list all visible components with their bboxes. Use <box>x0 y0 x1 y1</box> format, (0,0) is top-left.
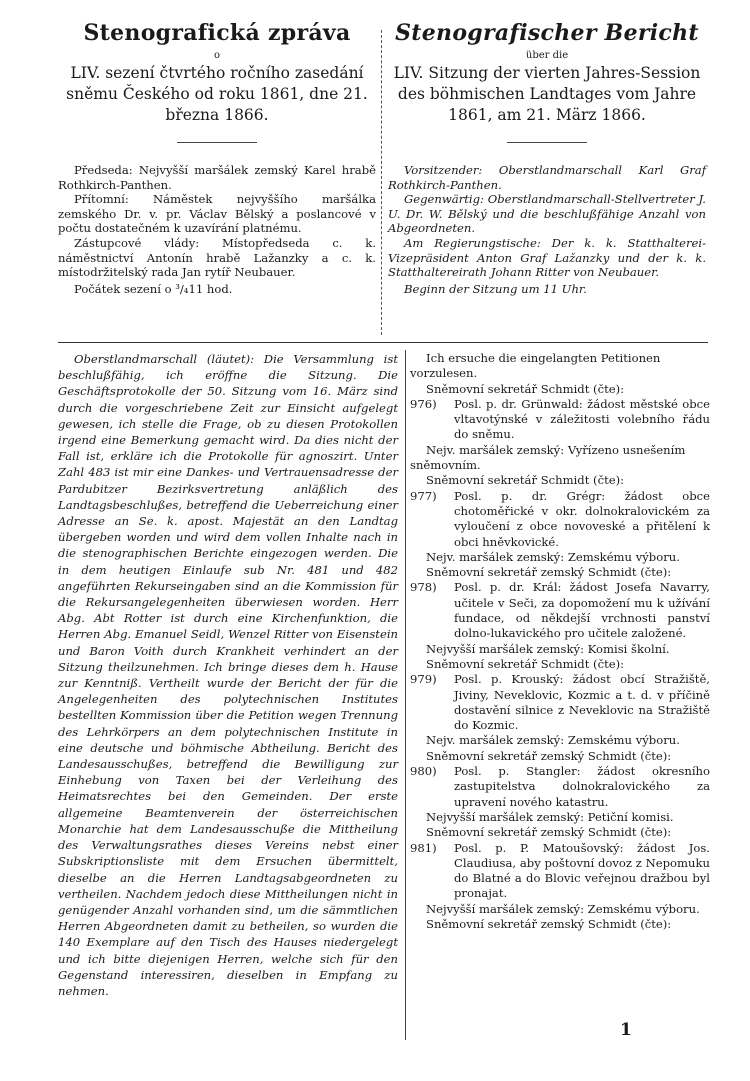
petition-text: Posl. p. Krouský: žádost obcí Stražiště, Jiviny, Neveklovic, Kozmic a t. d. v příčině dostavění silnice z Neveklovic na Stražiště do Kozmic. <box>454 672 710 733</box>
czech-start: Počátek sezení o ³/₄11 hod. <box>74 281 233 296</box>
marshal-reply: Nejvyšší maršálek zemský: Komisi školní. <box>426 641 670 656</box>
german-chair: Vorsitzender: Oberstlandmarschall Karl Graf Rothkirch-Panthen. <box>388 163 706 192</box>
petition-number: 979) <box>410 672 437 687</box>
czech-subtitle: LIV. sezení čtvrtého ročního zasedání sněmu Českého od roku 1861, dne 21. března 1866. <box>66 64 368 124</box>
marshal-reply: Nejvyšší maršálek zemský: Zemskému výboru. <box>426 901 700 916</box>
german-present: Gegenwärtig: Oberstlandmarschall-Stellvertreter J. U. Dr. W. Bělský und die beschlußfähige Anzahl von Abgeordneten. <box>388 192 706 236</box>
german-header <box>388 0 706 296</box>
petitions-intro: Ich ersuche die eingelangten Petitionen vorzulesen. <box>410 351 661 381</box>
petition-item <box>410 657 710 749</box>
czech-header <box>58 0 376 296</box>
marshal-reply: Nejvyšší maršálek zemský: Petiční komisi. <box>426 809 674 824</box>
speaker-line: Sněmovní sekretář Schmidt (čte): <box>426 381 625 396</box>
petitions-list <box>410 351 710 932</box>
petition-item <box>410 382 710 474</box>
page-number: 1 <box>620 1020 632 1040</box>
petition-item <box>410 749 710 825</box>
petition-text: Posl. p. dr. Grünwald: žádost městské obce vltavotýnské v záležitosti volebního řádu do sněmu. <box>454 396 710 442</box>
german-ueber: über die <box>525 50 569 61</box>
speaker-line: Sněmovní sekretář zemský Schmidt (čte): <box>426 748 672 763</box>
petition-number: 976) <box>410 396 437 411</box>
body-divider <box>405 350 406 1040</box>
german-title: Stenografischer Bericht <box>395 20 699 46</box>
speaker-line: Sněmovní sekretář zemský Schmidt (čte): <box>426 825 672 840</box>
czech-chair: Předseda: Nejvyšší maršálek zemský Karel hrabě Rothkirch-Panthen. <box>58 163 376 192</box>
petition-entry <box>410 489 710 550</box>
speaker-line: Sněmovní sekretář Schmidt (čte): <box>426 473 625 488</box>
german-meta <box>388 163 706 296</box>
german-start: Beginn der Sitzung um 11 Uhr. <box>404 281 587 296</box>
petition-text: Posl. p. Stangler: žádost okresního zastupitelstva dolnokralovického za upravení nového katastru. <box>454 764 710 809</box>
petition-number: 977) <box>410 488 437 503</box>
czech-government: Zástupcové vlády: Místopředseda c. k. náměstnictví Antonín hrabě Lažanzky a c. k. místodržitelský rada Jan rytíř Neubauer. <box>58 235 376 280</box>
header-divider <box>381 30 382 335</box>
petition-text: Posl. p. dr. Král: žádost Josefa Navarry, učitele v Seči, za dopomožení mu k užívání fundace, od někdejší vrchnosti panství dolno-lukavického pro učitele založené. <box>454 580 710 641</box>
german-government: Am Regierungstische: Der k. k. Statthalterei-Vizepräsident Anton Graf Lažanzky und der k. k. Statthaltereirath Johann Ritter von Neubauer. <box>388 235 706 280</box>
petition-entry <box>410 764 710 810</box>
petition-number: 981) <box>410 840 437 855</box>
german-body-text: Oberstlandmarschall (läutet): Die Versammlung ist beschlußfähig, ich eröffne die Sitzung. Die Geschäftsprotokolle der 50. Sitzung vom 16. März sind durch die vorgeschriebene Zeit zur Einsicht aufgelegt gewesen, ich stelle die Frage, ob zu diesen Protokollen irgend eine Bemerkung gemacht wird. Da dies nicht der Fall ist, erkläre ich die Protokolle für agnoszirt. Unter Zahl 483 ist mir eine Dankes- und Vertrauensadresse der Pardubitzer Bezirksvertretung anläßlich des Landtagsbeschlußes, betreffend die Ueberreichung einer Adresse an Se. k. apost. Majestät an den Landtag übergeben worden und wird dem vollen Inhalte nach in die stenographischen Berichte eingezogen werden. Die in dem heutigen Einlaufe sub Nr. 481 und 482 angeführten Rekurseingaben sind an die Kommission für die Rekursangelegenheiten überwiesen worden. Herr Abg. Abt Rotter ist durch eine Kirchenfunktion, die Herren Abg. Emanuel Seidl, Wenzel Ritter von Eisenstein und Baron Voith durch Krankheit verhindert an der Sitzung theilzunehmen. Ich bringe dieses dem h. Hause zur Kenntniß. Vertheilt wurde der Bericht der für die Angelegenheiten des polytechnischen Institutes bestellten Kommission über die Petition wegen Trennung des Lehrkörpers an dem polytechnischen Institute in eine deutsche und böhmische Abtheilung. Bericht des Landesausschußes, betreffend die Bewilligung zur Einhebung von Taxen bei der Verleihung des Heimatsrechtes bei den Gemeinden. Der erste allgemeine Beamtenverein der österreichischen Monarchie hat dem Landesausschuße die Mittheilung des Verwaltungsrathes dieses Vereins nebst einer Subskriptionsliste mit dem Ersuchen übermittelt, dieselbe an die Herren Landtagsabgeordneten zu vertheilen. Nachdem jedoch diese Mittheilungen nicht in genügender Anzahl vorhanden sind, um die sämmtlichen Herren Abgeordneten damit zu betheilen, so wurden die 140 Exemplare auf den Tisch des Hauses niedergelegt und ich bitte diejenigen Herren, welche sich für den Gegenstand interessiren, dieselben in Empfang zu nehmen. <box>58 352 398 998</box>
petition-item <box>410 473 710 565</box>
petition-text: Posl. p. P. Matoušovský: žádost Jos. Claudiusa, aby poštovní dovoz z Nepomuku do Blatné a do Blovic veřejnou dražbou byl pronajat. <box>454 840 710 901</box>
czech-rule <box>177 142 257 143</box>
petition-entry <box>410 672 710 733</box>
petition-number: 980) <box>410 764 437 779</box>
czech-present: Přítomní: Náměstek nejvyššího maršálka zemského Dr. v. pr. Václav Bělský a poslancové v počtu dostatečném k uzavírání platnému. <box>58 192 376 236</box>
petition-text: Posl. p. dr. Grégr: žádost obce chotoměřické v okr. dolnokralovickém za vyloučení z obce novoveské a přitělení k obci hněvkovické. <box>454 488 710 549</box>
german-rule <box>507 142 587 143</box>
petition-item <box>410 825 710 917</box>
last-speaker: Sněmovní sekretář zemský Schmidt (čte): <box>426 916 672 931</box>
marshal-reply: Nejv. maršálek zemský: Zemskému výboru. <box>426 733 680 748</box>
petition-number: 978) <box>410 580 437 595</box>
speaker-line: Sněmovní sekretář zemský Schmidt (čte): <box>426 565 672 580</box>
petition-entry <box>410 580 710 641</box>
german-subtitle: LIV. Sitzung der vierten Jahres-Session des böhmischen Landtages vom Jahre 1861, am 21. März 1866. <box>393 64 701 124</box>
petition-entry <box>410 397 710 443</box>
petition-entry <box>410 841 710 902</box>
marshal-reply: Nejv. maršálek zemský: Vyřízeno usnešením sněmovním. <box>410 442 686 473</box>
czech-meta <box>58 163 376 296</box>
czech-o: o <box>213 50 221 61</box>
petition-item <box>410 565 710 657</box>
speaker-line: Sněmovní sekretář Schmidt (čte): <box>426 656 625 671</box>
header-separator <box>58 342 708 343</box>
czech-title: Stenografická zpráva <box>83 20 351 46</box>
marshal-reply: Nejv. maršálek zemský: Zemskému výboru. <box>426 549 680 564</box>
